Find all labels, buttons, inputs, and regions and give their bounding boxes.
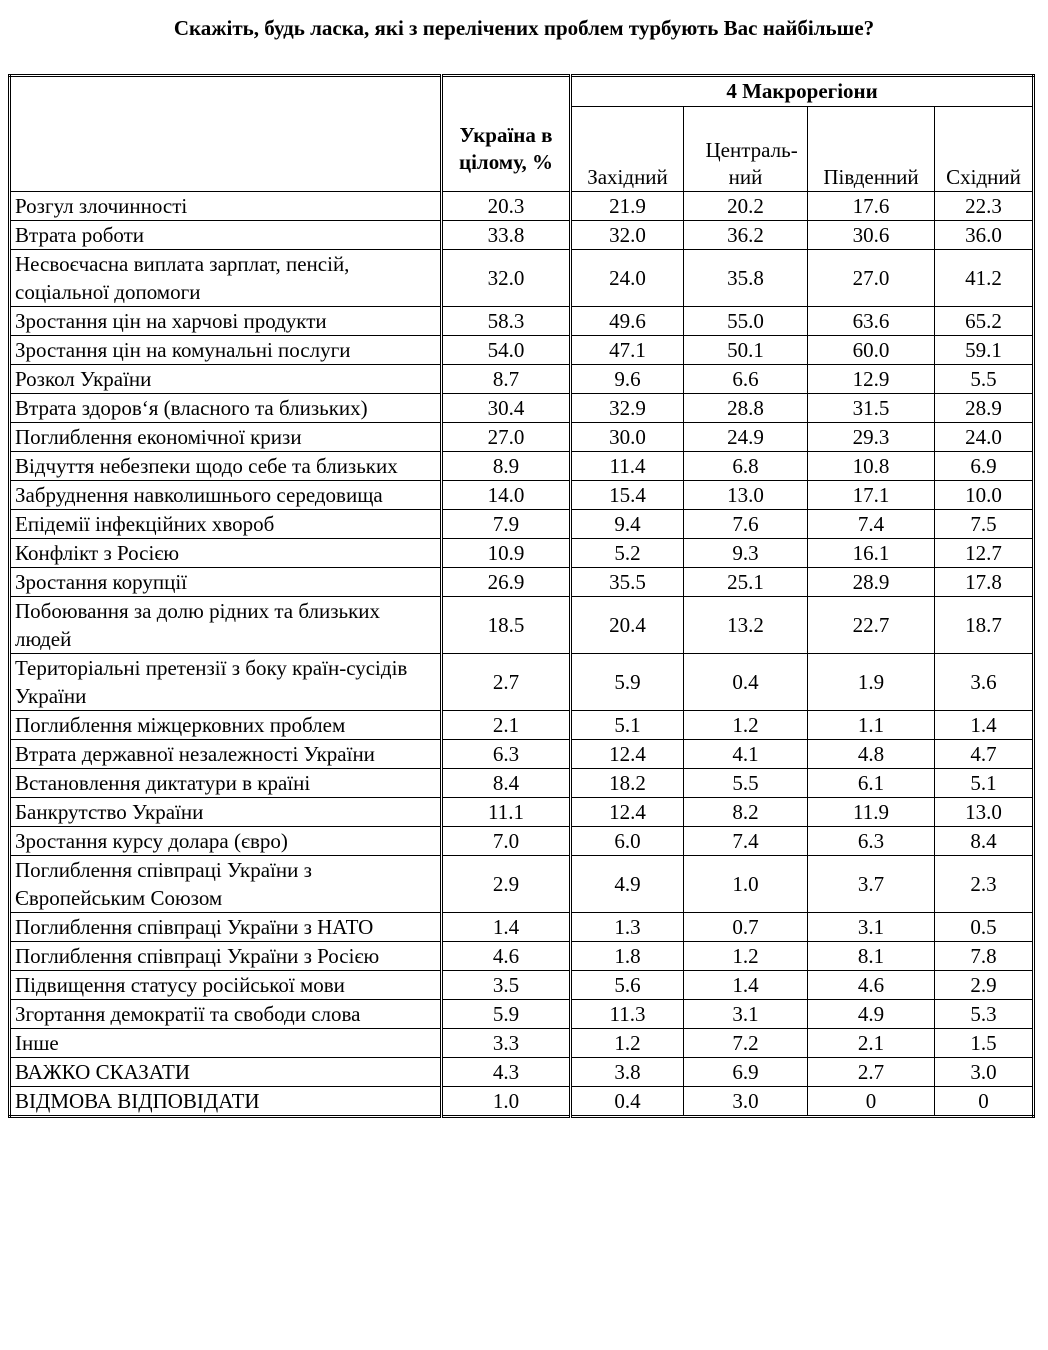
value-region: 2.9 xyxy=(935,971,1034,1000)
value-region: 1.2 xyxy=(684,942,808,971)
value-region: 6.8 xyxy=(684,452,808,481)
value-region: 27.0 xyxy=(808,250,935,307)
value-region: 5.9 xyxy=(571,654,684,711)
value-region: 32.0 xyxy=(571,221,684,250)
value-region: 1.5 xyxy=(935,1029,1034,1058)
table-row xyxy=(10,1087,1034,1117)
table-row xyxy=(10,798,1034,827)
table-row xyxy=(10,336,1034,365)
row-label: Побоювання за долю рідних та близьких людей xyxy=(10,597,442,654)
value-total: 20.3 xyxy=(442,192,571,221)
value-total: 3.5 xyxy=(442,971,571,1000)
value-region: 60.0 xyxy=(808,336,935,365)
value-region: 36.2 xyxy=(684,221,808,250)
table-row xyxy=(10,1029,1034,1058)
value-region: 20.4 xyxy=(571,597,684,654)
table-row xyxy=(10,1058,1034,1087)
survey-table-container xyxy=(8,74,1035,1118)
value-region: 10.0 xyxy=(935,481,1034,510)
row-label: Поглиблення міжцерковних проблем xyxy=(10,711,442,740)
value-region: 1.2 xyxy=(684,711,808,740)
header-total-label: Україна в цілому, % xyxy=(458,123,554,174)
value-region: 6.9 xyxy=(684,1058,808,1087)
value-region: 12.9 xyxy=(808,365,935,394)
survey-table xyxy=(8,74,1035,1118)
value-region: 7.5 xyxy=(935,510,1034,539)
value-region: 6.6 xyxy=(684,365,808,394)
value-region: 25.1 xyxy=(684,568,808,597)
value-total: 14.0 xyxy=(442,481,571,510)
header-macroregions: 4 Макрорегіони xyxy=(571,76,1034,107)
header-empty-cell xyxy=(10,76,442,192)
table-row xyxy=(10,971,1034,1000)
row-label: Зростання корупції xyxy=(10,568,442,597)
table-row xyxy=(10,856,1034,913)
table-row xyxy=(10,192,1034,221)
value-region: 50.1 xyxy=(684,336,808,365)
value-total: 7.0 xyxy=(442,827,571,856)
table-body xyxy=(10,192,1034,1117)
table-row xyxy=(10,423,1034,452)
value-region: 13.0 xyxy=(935,798,1034,827)
row-label: Підвищення статусу російської мови xyxy=(10,971,442,1000)
row-label: Забруднення навколишнього середовища xyxy=(10,481,442,510)
value-total: 32.0 xyxy=(442,250,571,307)
value-region: 3.0 xyxy=(935,1058,1034,1087)
value-region: 59.1 xyxy=(935,336,1034,365)
value-region: 55.0 xyxy=(684,307,808,336)
value-region: 3.1 xyxy=(684,1000,808,1029)
value-total: 1.0 xyxy=(442,1087,571,1117)
value-region: 7.8 xyxy=(935,942,1034,971)
value-region: 20.2 xyxy=(684,192,808,221)
value-region: 1.0 xyxy=(684,856,808,913)
value-total: 10.9 xyxy=(442,539,571,568)
value-region: 9.6 xyxy=(571,365,684,394)
row-label: Поглиблення економічної кризи xyxy=(10,423,442,452)
value-region: 5.6 xyxy=(571,971,684,1000)
value-total: 11.1 xyxy=(442,798,571,827)
value-region: 9.3 xyxy=(684,539,808,568)
row-label: Конфлікт з Росією xyxy=(10,539,442,568)
value-region: 5.2 xyxy=(571,539,684,568)
value-region: 4.8 xyxy=(808,740,935,769)
header-region-east: Східний xyxy=(935,107,1034,192)
value-region: 0 xyxy=(935,1087,1034,1117)
value-region: 11.3 xyxy=(571,1000,684,1029)
value-region: 16.1 xyxy=(808,539,935,568)
value-region: 5.5 xyxy=(935,365,1034,394)
table-row xyxy=(10,250,1034,307)
value-total: 18.5 xyxy=(442,597,571,654)
table-row xyxy=(10,769,1034,798)
value-region: 0 xyxy=(808,1087,935,1117)
value-region: 15.4 xyxy=(571,481,684,510)
value-total: 8.7 xyxy=(442,365,571,394)
value-region: 2.1 xyxy=(808,1029,935,1058)
value-region: 24.9 xyxy=(684,423,808,452)
row-label: Банкрутство України xyxy=(10,798,442,827)
row-label: Втрата роботи xyxy=(10,221,442,250)
table-row xyxy=(10,1000,1034,1029)
value-region: 13.2 xyxy=(684,597,808,654)
table-row xyxy=(10,307,1034,336)
value-total: 58.3 xyxy=(442,307,571,336)
row-label: ВІДМОВА ВІДПОВІДАТИ xyxy=(10,1087,442,1117)
value-region: 17.8 xyxy=(935,568,1034,597)
value-region: 11.4 xyxy=(571,452,684,481)
value-region: 49.6 xyxy=(571,307,684,336)
value-region: 30.0 xyxy=(571,423,684,452)
value-region: 5.3 xyxy=(935,1000,1034,1029)
value-region: 17.6 xyxy=(808,192,935,221)
value-total: 8.4 xyxy=(442,769,571,798)
value-region: 6.3 xyxy=(808,827,935,856)
value-region: 29.3 xyxy=(808,423,935,452)
value-region: 32.9 xyxy=(571,394,684,423)
value-region: 0.7 xyxy=(684,913,808,942)
value-total: 8.9 xyxy=(442,452,571,481)
table-row xyxy=(10,452,1034,481)
value-region: 4.7 xyxy=(935,740,1034,769)
row-label: Розгул злочинності xyxy=(10,192,442,221)
value-region: 24.0 xyxy=(571,250,684,307)
row-label: Епідемії інфекційних хвороб xyxy=(10,510,442,539)
row-label: Втрата державної незалежності України xyxy=(10,740,442,769)
value-region: 4.6 xyxy=(808,971,935,1000)
value-region: 3.1 xyxy=(808,913,935,942)
value-region: 12.4 xyxy=(571,740,684,769)
table-row xyxy=(10,942,1034,971)
value-region: 12.7 xyxy=(935,539,1034,568)
value-total: 4.6 xyxy=(442,942,571,971)
value-region: 8.2 xyxy=(684,798,808,827)
value-region: 35.8 xyxy=(684,250,808,307)
value-region: 1.9 xyxy=(808,654,935,711)
value-region: 24.0 xyxy=(935,423,1034,452)
value-region: 7.6 xyxy=(684,510,808,539)
value-total: 2.7 xyxy=(442,654,571,711)
value-total: 54.0 xyxy=(442,336,571,365)
value-total: 26.9 xyxy=(442,568,571,597)
value-region: 4.9 xyxy=(571,856,684,913)
value-region: 12.4 xyxy=(571,798,684,827)
value-total: 2.1 xyxy=(442,711,571,740)
value-region: 0.4 xyxy=(571,1087,684,1117)
value-total: 1.4 xyxy=(442,913,571,942)
value-region: 2.7 xyxy=(808,1058,935,1087)
value-region: 7.4 xyxy=(684,827,808,856)
value-region: 6.9 xyxy=(935,452,1034,481)
value-region: 65.2 xyxy=(935,307,1034,336)
value-region: 3.8 xyxy=(571,1058,684,1087)
value-region: 63.6 xyxy=(808,307,935,336)
value-region: 3.7 xyxy=(808,856,935,913)
value-total: 3.3 xyxy=(442,1029,571,1058)
value-region: 31.5 xyxy=(808,394,935,423)
value-total: 5.9 xyxy=(442,1000,571,1029)
value-region: 18.2 xyxy=(571,769,684,798)
value-region: 21.9 xyxy=(571,192,684,221)
row-label: Згортання демократії та свободи слова xyxy=(10,1000,442,1029)
table-row xyxy=(10,654,1034,711)
value-region: 4.9 xyxy=(808,1000,935,1029)
value-region: 35.5 xyxy=(571,568,684,597)
value-region: 22.7 xyxy=(808,597,935,654)
value-region: 22.3 xyxy=(935,192,1034,221)
value-region: 36.0 xyxy=(935,221,1034,250)
value-total: 2.9 xyxy=(442,856,571,913)
row-label: Зростання цін на комунальні послуги xyxy=(10,336,442,365)
value-region: 7.4 xyxy=(808,510,935,539)
value-total: 7.9 xyxy=(442,510,571,539)
table-row xyxy=(10,597,1034,654)
value-total: 6.3 xyxy=(442,740,571,769)
table-row xyxy=(10,568,1034,597)
value-region: 47.1 xyxy=(571,336,684,365)
header-region-west: Західний xyxy=(571,107,684,192)
value-region: 3.0 xyxy=(684,1087,808,1117)
table-row xyxy=(10,711,1034,740)
value-region: 30.6 xyxy=(808,221,935,250)
value-region: 8.1 xyxy=(808,942,935,971)
header-row-top xyxy=(10,76,1034,107)
value-total: 27.0 xyxy=(442,423,571,452)
value-region: 28.9 xyxy=(935,394,1034,423)
header-region-center xyxy=(684,107,808,192)
value-region: 3.6 xyxy=(935,654,1034,711)
value-region: 28.9 xyxy=(808,568,935,597)
value-total: 33.8 xyxy=(442,221,571,250)
header-total xyxy=(442,76,571,192)
value-region: 1.8 xyxy=(571,942,684,971)
value-region: 0.5 xyxy=(935,913,1034,942)
table-row xyxy=(10,365,1034,394)
value-region: 4.1 xyxy=(684,740,808,769)
value-region: 8.4 xyxy=(935,827,1034,856)
value-region: 0.4 xyxy=(684,654,808,711)
header-region-center-label: Централь-​ний xyxy=(705,138,798,189)
table-row xyxy=(10,539,1034,568)
table-row xyxy=(10,394,1034,423)
table-row xyxy=(10,827,1034,856)
row-label: Поглиблення співпраці України з НАТО xyxy=(10,913,442,942)
value-region: 9.4 xyxy=(571,510,684,539)
table-row xyxy=(10,221,1034,250)
value-region: 1.4 xyxy=(684,971,808,1000)
value-region: 11.9 xyxy=(808,798,935,827)
value-region: 18.7 xyxy=(935,597,1034,654)
row-label: Зростання курсу долара (євро) xyxy=(10,827,442,856)
row-label: Несвоєчасна виплата зарплат, пенсій, соціальної допомоги xyxy=(10,250,442,307)
value-region: 10.8 xyxy=(808,452,935,481)
table-row xyxy=(10,740,1034,769)
value-region: 5.5 xyxy=(684,769,808,798)
value-region: 1.2 xyxy=(571,1029,684,1058)
row-label: Втрата здоров‘я (власного та близьких) xyxy=(10,394,442,423)
value-region: 1.1 xyxy=(808,711,935,740)
row-label: Територіальні претензії з боку країн-сусідів України xyxy=(10,654,442,711)
row-label: Інше xyxy=(10,1029,442,1058)
value-region: 28.8 xyxy=(684,394,808,423)
header-region-south: Південний xyxy=(808,107,935,192)
value-region: 2.3 xyxy=(935,856,1034,913)
value-region: 6.1 xyxy=(808,769,935,798)
table-row xyxy=(10,913,1034,942)
table-row xyxy=(10,481,1034,510)
value-region: 1.4 xyxy=(935,711,1034,740)
value-region: 1.3 xyxy=(571,913,684,942)
value-total: 4.3 xyxy=(442,1058,571,1087)
value-total: 30.4 xyxy=(442,394,571,423)
row-label: ВАЖКО СКАЗАТИ xyxy=(10,1058,442,1087)
value-region: 13.0 xyxy=(684,481,808,510)
row-label: Розкол України xyxy=(10,365,442,394)
value-region: 5.1 xyxy=(571,711,684,740)
value-region: 41.2 xyxy=(935,250,1034,307)
row-label: Зростання цін на харчові продукти xyxy=(10,307,442,336)
value-region: 5.1 xyxy=(935,769,1034,798)
table-row xyxy=(10,510,1034,539)
row-label: Встановлення диктатури в країні xyxy=(10,769,442,798)
row-label: Поглиблення співпраці України з Європейським Союзом xyxy=(10,856,442,913)
page-title: Скажіть, будь ласка, які з перелічених проблем турбують Вас найбільше? xyxy=(173,16,875,40)
value-region: 7.2 xyxy=(684,1029,808,1058)
value-region: 17.1 xyxy=(808,481,935,510)
row-label: Поглиблення співпраці України з Росією xyxy=(10,942,442,971)
value-region: 6.0 xyxy=(571,827,684,856)
row-label: Відчуття небезпеки щодо себе та близьких xyxy=(10,452,442,481)
